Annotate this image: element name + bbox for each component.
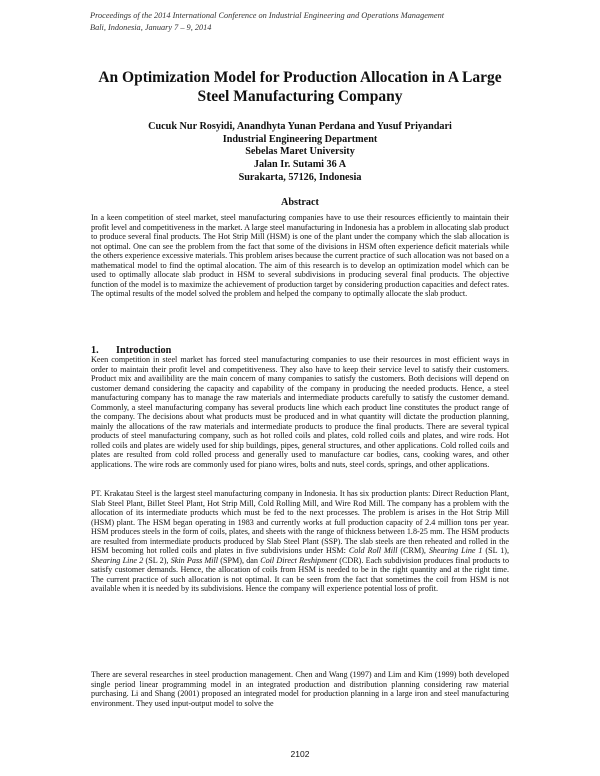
term-coil-direct-reshipment: Coil Direct Reshipment [260,555,338,565]
intro-p2-text: (CDR). Each subdivision produces final products to satisfy customer demands. Hence, the allocation of coils from HSM is needed to be in the right quantity and at the right time. The current practice of such allocation is not optimal. It can be seen from the fact that sometimes the coil from HSM is not available when it is needed by its subdivisions. Hence the company will experience potential loss of profit. [91,555,510,594]
author-department: Industrial Engineering Department [222,133,378,145]
paper-title-line1: An Optimization Model for Production Allocation in A Large [98,69,502,86]
paper-title [60,68,540,106]
abstract-heading: Abstract [281,197,319,208]
conference-header-line2: Bali, Indonesia, January 7 – 9, 2014 [90,23,212,32]
intro-paragraph-1: Keen competition in steel market has forced steel manufacturing companies to use their resources in most efficient ways in order to maintain their profit level and competitiveness. They also have to keep their service level to satisfy their customers. Product mix and availibility are the main concern of many companies to satisfy the customers. Both decisions will depend on customer demand considering the capacity and capability of the company in producing the needed products. Hence, a steel manufacturing company has to manage the raw materials and intermediate products carefully to satisfy the customer demand. Commonly, a steel manufacturing company has several products line which each product line constitutes the product range of the company. The decisions about what products must be produced and in what quantity will dictate the production planning, mainly the allocations of the raw materials and intermediate products to produce the final products. There are several typical products of steel manufacturing company, such as hot rolled coils and plates, cold rolled coils and plates, and wire rods. Hot rolled coils and plates are widely used for ship buildings, pipes, general structures, and other applications. Cold rolled coils and plates are resulted from cold rolled process and generally used to manufacture car bodies, cans, cooking wares, and other applications. The wire rods are commonly used for piano wires, bolts and nuts, steel cords, springs, and other applications. [91,355,509,470]
author-block [60,121,540,185]
term-shearing-line-1: Shearing Line 1 [428,546,483,556]
intro-p2-text: (SL 1), [482,546,509,556]
abstract-text: In a keen competition of steel market, steel manufacturing companies have to use their resources efficiently to maintain their profit level and competitiveness in the market. A large steel manufacturing in Indonesia has a problem in allocating slab product to produce several final products. The Hot Strip Mill (HSM) is one of the plant under the company which the slab allocation is not optimal. One can see the problem from the fact that some of the divisions in HSM often experience deficit materials while the others experience excessive materials. This problem arises because the current practice of such allocation was not based on a mathematical model to find the optimal alocation. The aim of this research is to develop an optimization model which can be used to optimally allocate slab product in HSM to several subdivisions in producing several final products. The objective function of the model is to maximize the achievement of production target by considering production capacities and defect rates. The optimal results of the model solved the problem and helped the company to optimally allocate the slab product. [91,213,509,299]
section-number: 1. [91,345,99,356]
intro-p2-text: (CRM), [397,546,429,556]
author-street: Jalan Ir. Sutami 36 A [253,159,347,171]
author-city: Surakarta, 57126, Indonesia [238,171,362,183]
author-names: Cucuk Nur Rosyidi, Anandhyta Yunan Perdana and Yusuf Priyandari [148,121,452,132]
conference-header-line1: Proceedings of the 2014 International Conference on Industrial Engineering and Operations Management [90,11,445,20]
intro-paragraph-3: There are several researches in steel production management. Chen and Wang (1997) and Lim and Kim (1999) both developed single period linear programming model in an integrated production and distribution planning considering raw material purchasing. Li and Shang (2001) proposed an integrated model for production planning in a large iron and steel manufacturing environment. They used input-output model to solve the [91,670,509,708]
section-title: Introduction [116,345,172,356]
intro-p2-text: PT. Krakatau Steel is the largest steel manufacturing company in Indonesia. It has six production plants: Direct Reduction Plant, Slab Steel Plant, Billet Steel Plant, Hot Strip Mill, Cold Rolling Mill, and Wire Rod Mill. The company has a problem with the allocation of its intermediate products which must be fed to the next processes. The problem is arises in the Hot Strip Mill (HSM) plant. The HSM began operating in 1983 and currently works at full production capacity of 2.4 million tons per year. HSM produces steels in the form of coils, plates, and sheets with the range of thickness between 1.8-25 mm. The HSM products are resulted from intermediate products produced by Slab Steel Plant (SSP). The slab steels are then reheated and rolled in the HSM becoming hot rolled coils and plates in five subdivisions under HSM: [91,489,509,556]
conference-header [90,10,444,34]
author-university: Sebelas Maret University [245,146,355,158]
page-number: 2102 [290,749,310,759]
term-cold-roll-mill: Cold Roll Mill [348,546,398,556]
intro-p2-text: (SL 2), [143,555,171,565]
paper-title-line2: Steel Manufacturing Company [197,88,403,105]
intro-p2-text: (SPM), dan [218,555,261,565]
term-shearing-line-2: Shearing Line 2 [91,555,144,565]
intro-paragraph-2 [91,489,509,594]
term-skin-pass-mill: Skin Pass Mill [170,555,219,565]
